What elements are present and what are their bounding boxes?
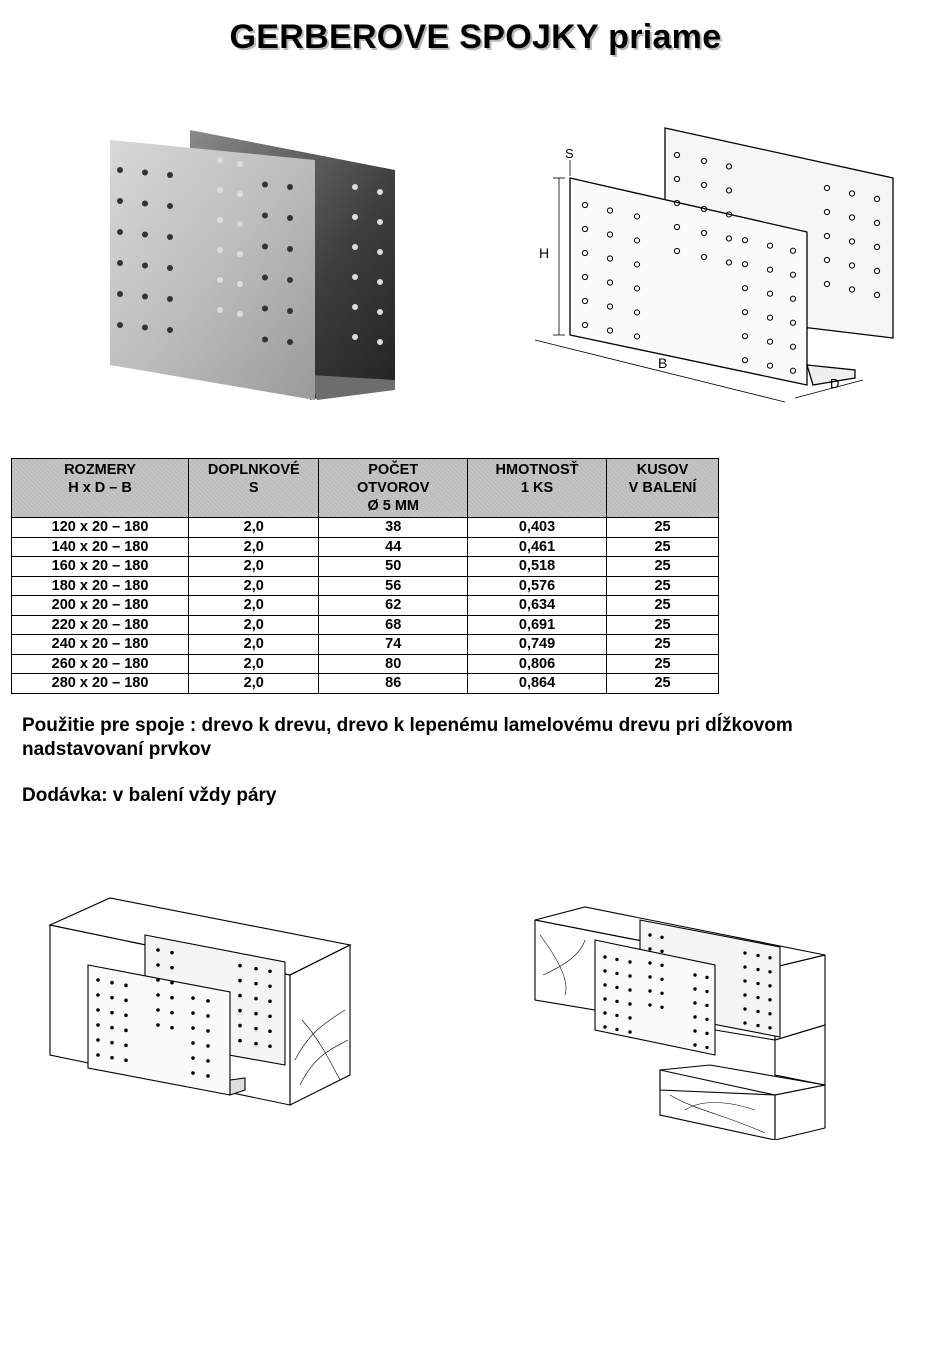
table-cell: 68 <box>319 615 468 635</box>
hole <box>756 968 759 971</box>
hole <box>756 954 759 957</box>
hole <box>262 182 268 188</box>
hole <box>693 1029 696 1032</box>
hole <box>660 950 663 953</box>
table-cell: 25 <box>607 654 719 674</box>
hole <box>705 990 708 993</box>
technical-drawing <box>525 120 910 420</box>
table-cell: 0,461 <box>468 537 607 557</box>
hole <box>705 1032 708 1035</box>
hole <box>615 972 618 975</box>
hole <box>660 978 663 981</box>
hole <box>615 1014 618 1017</box>
specification-table <box>11 458 719 694</box>
table-cell: 2,0 <box>189 635 319 655</box>
hole <box>191 1056 195 1060</box>
hole <box>603 955 606 958</box>
hole <box>110 981 114 985</box>
hole <box>628 960 631 963</box>
hole <box>693 973 696 976</box>
hole <box>648 933 651 936</box>
hole <box>167 234 173 240</box>
hole <box>167 296 173 302</box>
table-header-line: Ø 5 MM <box>367 498 419 514</box>
table-row <box>12 557 719 577</box>
hole <box>628 988 631 991</box>
hole <box>191 1041 195 1045</box>
beam-joint-illustration <box>40 880 360 1120</box>
hole <box>660 992 663 995</box>
hole <box>238 994 242 998</box>
hole <box>117 260 123 266</box>
dimension-label-b: B <box>658 355 668 371</box>
table-cell: 0,518 <box>468 557 607 577</box>
hole <box>287 246 293 252</box>
hole <box>156 1023 160 1027</box>
hole <box>124 1044 128 1048</box>
table-cell: 25 <box>607 557 719 577</box>
hole <box>167 172 173 178</box>
hole <box>124 1059 128 1063</box>
table-cell: 38 <box>319 518 468 538</box>
hole <box>268 969 272 973</box>
hole <box>217 277 223 283</box>
hole <box>756 1010 759 1013</box>
table-header-cell <box>607 459 719 518</box>
hole <box>206 1029 210 1033</box>
hole <box>142 201 148 207</box>
table-cell: 25 <box>607 518 719 538</box>
hole <box>167 265 173 271</box>
hole <box>117 167 123 173</box>
hole <box>603 1011 606 1014</box>
table-row <box>12 674 719 694</box>
hole <box>238 1039 242 1043</box>
table-cell: 140 x 20 – 180 <box>12 537 189 557</box>
hole <box>743 1007 746 1010</box>
hole <box>768 970 771 973</box>
hole <box>254 1042 258 1046</box>
hole <box>124 984 128 988</box>
hole <box>206 999 210 1003</box>
hole <box>628 1002 631 1005</box>
table-cell: 280 x 20 – 180 <box>12 674 189 694</box>
hole <box>262 337 268 343</box>
table-header-line: OTVOROV <box>356 480 430 496</box>
hole <box>237 281 243 287</box>
hole <box>96 1008 100 1012</box>
table-header-line: DOPLNKOVÉ <box>207 462 300 478</box>
hole <box>117 229 123 235</box>
table-cell: 56 <box>319 576 468 596</box>
hole <box>191 996 195 1000</box>
hole <box>705 1046 708 1049</box>
hole <box>743 965 746 968</box>
hole <box>615 958 618 961</box>
hole <box>238 964 242 968</box>
table-cell: 25 <box>607 635 719 655</box>
table-cell: 0,806 <box>468 654 607 674</box>
hole <box>191 1011 195 1015</box>
hole <box>648 989 651 992</box>
hole <box>352 334 358 340</box>
hole <box>705 1018 708 1021</box>
table-row <box>12 635 719 655</box>
hole <box>603 983 606 986</box>
table-cell: 25 <box>607 674 719 694</box>
table-row <box>12 518 719 538</box>
hole <box>237 191 243 197</box>
hole <box>268 1014 272 1018</box>
hole <box>768 956 771 959</box>
product-photo <box>105 125 405 405</box>
hole <box>268 984 272 988</box>
table-header-line: HMOTNOSŤ <box>495 462 579 478</box>
hole <box>743 993 746 996</box>
table-row <box>12 615 719 635</box>
table-header-cell <box>12 459 189 518</box>
hole <box>142 263 148 269</box>
hole <box>156 963 160 967</box>
hole <box>377 339 383 345</box>
hole <box>170 966 174 970</box>
hole <box>237 311 243 317</box>
hole <box>254 967 258 971</box>
hole <box>287 184 293 190</box>
hole <box>206 1074 210 1078</box>
hole <box>96 993 100 997</box>
table-cell: 2,0 <box>189 596 319 616</box>
page-title: GERBEROVE SPOJKY priame <box>229 18 722 56</box>
hole <box>377 189 383 195</box>
table-cell: 0,403 <box>468 518 607 538</box>
usage-text: Použitie pre spoje : drevo k drevu, drevo k lepenému lamelovému drevu pri dĺžkovom nadstavovaní prvkov <box>22 715 793 760</box>
hole <box>156 948 160 952</box>
table-cell: 220 x 20 – 180 <box>12 615 189 635</box>
table-cell: 2,0 <box>189 537 319 557</box>
hole <box>660 936 663 939</box>
dimension-label-s: S <box>565 146 574 161</box>
hole <box>377 309 383 315</box>
hole <box>660 964 663 967</box>
hole <box>206 1044 210 1048</box>
hole <box>254 997 258 1001</box>
hole <box>142 325 148 331</box>
hole <box>768 1026 771 1029</box>
table-cell: 160 x 20 – 180 <box>12 557 189 577</box>
table-header-line: V BALENÍ <box>628 480 697 496</box>
hole <box>352 184 358 190</box>
table-header-line: 1 KS <box>520 480 554 496</box>
hole <box>648 947 651 950</box>
hole <box>287 308 293 314</box>
hole <box>287 339 293 345</box>
hole <box>693 1001 696 1004</box>
table-cell: 2,0 <box>189 654 319 674</box>
table-cell: 0,576 <box>468 576 607 596</box>
hole <box>377 219 383 225</box>
hole <box>156 993 160 997</box>
hole <box>705 976 708 979</box>
hole <box>206 1014 210 1018</box>
hole <box>768 1012 771 1015</box>
table-cell: 180 x 20 – 180 <box>12 576 189 596</box>
hole <box>648 1003 651 1006</box>
hole <box>254 1027 258 1031</box>
hole <box>768 984 771 987</box>
table-cell: 0,864 <box>468 674 607 694</box>
hole <box>191 1071 195 1075</box>
hole <box>743 951 746 954</box>
hole <box>352 274 358 280</box>
table-cell: 74 <box>319 635 468 655</box>
hole <box>615 1000 618 1003</box>
hole <box>628 1016 631 1019</box>
hole <box>628 1030 631 1033</box>
table-cell: 120 x 20 – 180 <box>12 518 189 538</box>
table-cell: 25 <box>607 596 719 616</box>
hole <box>156 1008 160 1012</box>
hole <box>743 1021 746 1024</box>
hole <box>287 215 293 221</box>
hole <box>756 982 759 985</box>
hole <box>170 1011 174 1015</box>
hole <box>352 244 358 250</box>
table-cell: 0,749 <box>468 635 607 655</box>
hole <box>96 978 100 982</box>
hole <box>377 279 383 285</box>
hole <box>170 1026 174 1030</box>
table-cell: 0,634 <box>468 596 607 616</box>
table-cell: 2,0 <box>189 518 319 538</box>
hole <box>170 996 174 1000</box>
table-cell: 200 x 20 – 180 <box>12 596 189 616</box>
hole <box>268 1044 272 1048</box>
table-cell: 86 <box>319 674 468 694</box>
hole <box>660 1006 663 1009</box>
hole <box>262 244 268 250</box>
hole <box>96 1053 100 1057</box>
hole <box>628 974 631 977</box>
hole <box>170 981 174 985</box>
hole <box>117 322 123 328</box>
table-header-line: KUSOV <box>636 462 689 478</box>
hole <box>377 249 383 255</box>
hole <box>705 1004 708 1007</box>
hole <box>756 996 759 999</box>
hole <box>167 327 173 333</box>
dimension-label-d: D <box>830 376 840 391</box>
hole <box>693 987 696 990</box>
hole <box>768 998 771 1001</box>
hole <box>287 277 293 283</box>
hole <box>170 951 174 955</box>
stepped-joint-illustration <box>525 895 845 1140</box>
table-cell: 0,691 <box>468 615 607 635</box>
hole <box>110 1056 114 1060</box>
hole <box>254 982 258 986</box>
hole <box>238 1024 242 1028</box>
hole <box>117 198 123 204</box>
table-header-cell <box>189 459 319 518</box>
table-cell: 2,0 <box>189 557 319 577</box>
hole <box>603 997 606 1000</box>
hole <box>268 1029 272 1033</box>
hole <box>648 975 651 978</box>
hole <box>262 213 268 219</box>
hole <box>756 1024 759 1027</box>
hole <box>237 161 243 167</box>
hole <box>217 307 223 313</box>
table-header-line: POČET <box>368 462 419 478</box>
delivery-text: Dodávka: v balení vždy páry <box>22 785 277 806</box>
hole <box>206 1059 210 1063</box>
hole <box>96 1023 100 1027</box>
table-cell: 240 x 20 – 180 <box>12 635 189 655</box>
table-cell: 50 <box>319 557 468 577</box>
hole <box>262 306 268 312</box>
hole <box>693 1015 696 1018</box>
hole <box>142 294 148 300</box>
hole <box>352 214 358 220</box>
hole <box>237 251 243 257</box>
hole <box>110 1011 114 1015</box>
hole <box>352 304 358 310</box>
table-cell: 25 <box>607 615 719 635</box>
table-row <box>12 576 719 596</box>
hole <box>217 247 223 253</box>
table-header-line: H x D – B <box>68 480 132 496</box>
hole <box>217 187 223 193</box>
hole <box>743 979 746 982</box>
hole <box>156 978 160 982</box>
table-cell: 2,0 <box>189 615 319 635</box>
table-header-cell <box>468 459 607 518</box>
table-cell: 25 <box>607 537 719 557</box>
table-row <box>12 596 719 616</box>
table-cell: 62 <box>319 596 468 616</box>
hole <box>254 1012 258 1016</box>
hole <box>110 996 114 1000</box>
hole <box>110 1041 114 1045</box>
dimension-label-h: H <box>539 245 550 261</box>
hole <box>268 999 272 1003</box>
hole <box>167 203 173 209</box>
table-cell: 80 <box>319 654 468 674</box>
hole <box>142 170 148 176</box>
hole <box>603 1025 606 1028</box>
hole <box>603 969 606 972</box>
table-cell: 260 x 20 – 180 <box>12 654 189 674</box>
hole <box>124 999 128 1003</box>
hole <box>191 1026 195 1030</box>
hole <box>615 986 618 989</box>
table-cell: 2,0 <box>189 576 319 596</box>
hole <box>238 979 242 983</box>
hole <box>262 275 268 281</box>
table-row <box>12 654 719 674</box>
hole <box>124 1029 128 1033</box>
hole <box>142 232 148 238</box>
hole <box>237 221 243 227</box>
table-cell: 44 <box>319 537 468 557</box>
hole <box>110 1026 114 1030</box>
hole <box>693 1043 696 1046</box>
table-cell: 25 <box>607 576 719 596</box>
hole <box>238 1009 242 1013</box>
hole <box>648 961 651 964</box>
hole <box>217 217 223 223</box>
table-header-row <box>12 459 719 518</box>
table-header-line: S <box>248 480 259 496</box>
hole <box>124 1014 128 1018</box>
table-row <box>12 537 719 557</box>
hole <box>217 157 223 163</box>
table-cell: 2,0 <box>189 674 319 694</box>
table-header-cell <box>319 459 468 518</box>
table-header-line: ROZMERY <box>64 462 137 478</box>
hole <box>615 1028 618 1031</box>
hole <box>117 291 123 297</box>
hole <box>96 1038 100 1042</box>
